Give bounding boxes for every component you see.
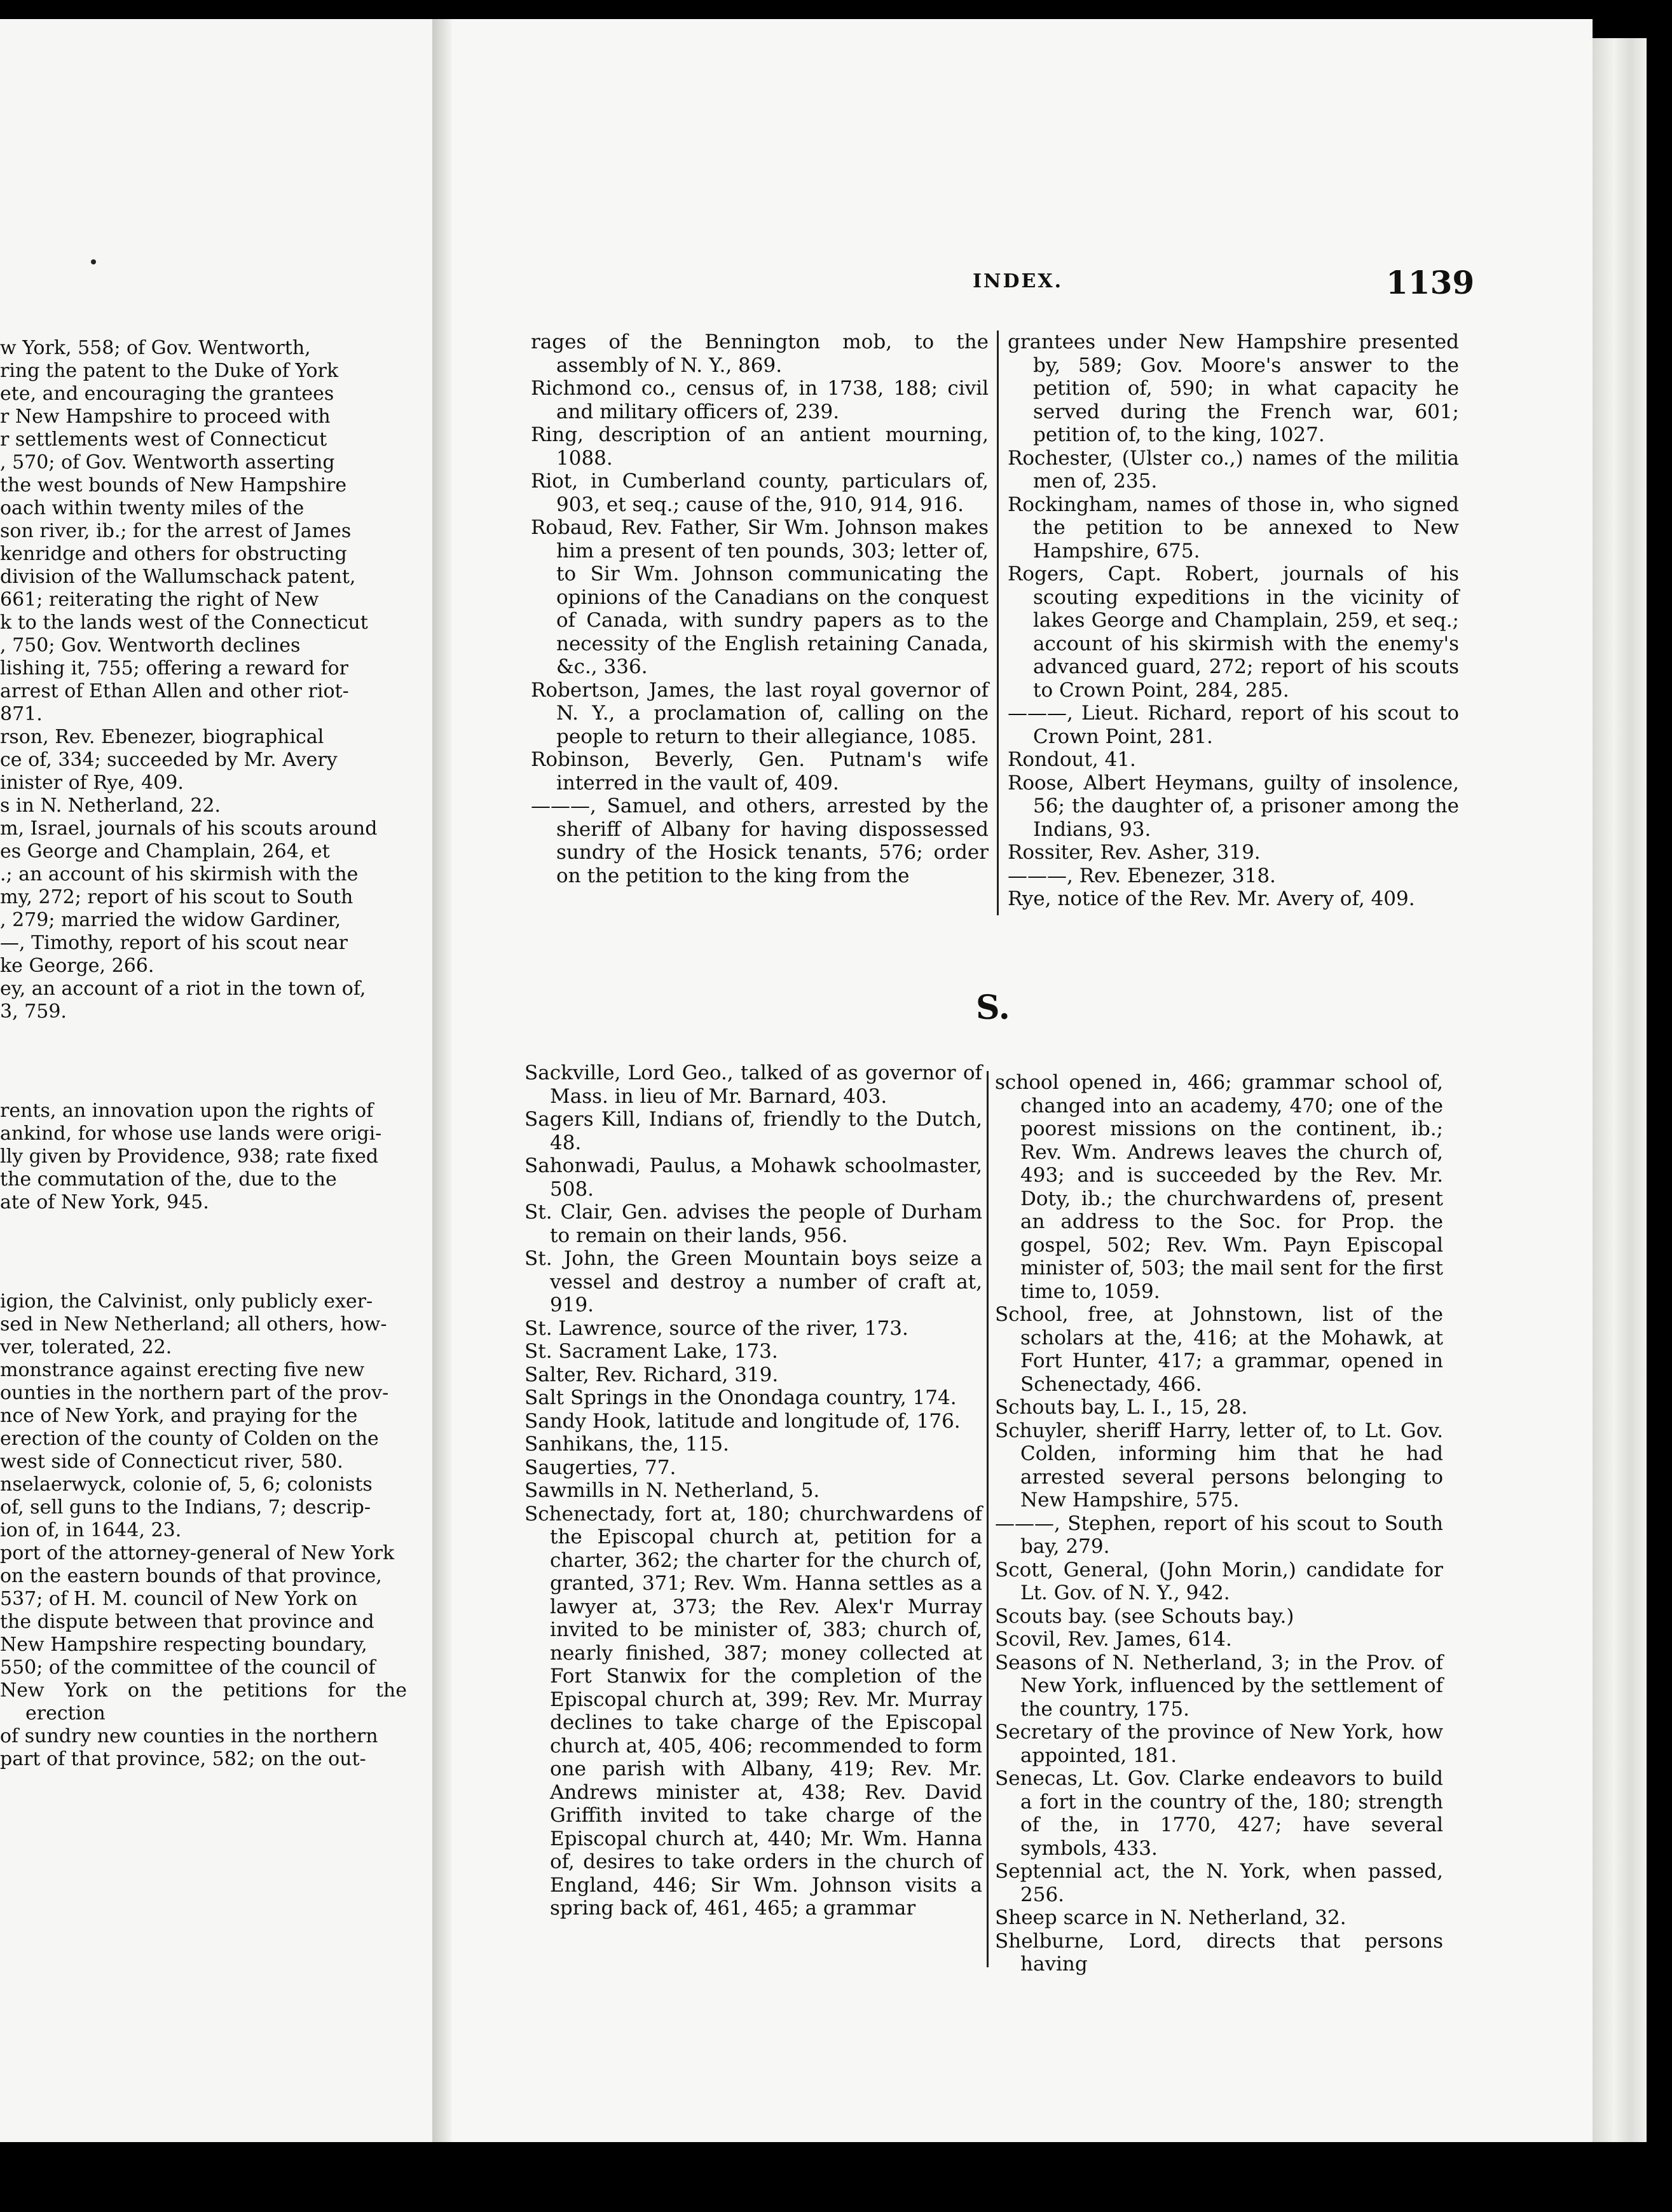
left-page-line: nselaerwyck, colonie of, 5, 6; colonists (0, 1473, 373, 1496)
index-entry: Septennial act, the N. York, when passed, 256. (995, 1860, 1443, 1906)
left-page-line: erection of the county of Colden on the (0, 1428, 379, 1450)
left-page-line: es George and Champlain, 264, et (0, 840, 330, 863)
left-page-line: 550; of the committee of the council of (0, 1656, 376, 1679)
index-entry: rages of the Bennington mob, to the assembly of N. Y., 869. (531, 331, 989, 377)
index-entry: Ring, description of an antient mourning, 1088. (531, 423, 989, 470)
left-page-line: ate of New York, 945. (0, 1191, 209, 1213)
left-page-line: k to the lands west of the Connecticut (0, 611, 368, 634)
left-page-line: ankind, for whose use lands were origi- (0, 1123, 382, 1145)
left-page-line: New Hampshire respecting boundary, (0, 1634, 367, 1656)
index-entry: Sahonwadi, Paulus, a Mohawk schoolmaster, 508. (524, 1154, 982, 1201)
column-rule (997, 331, 999, 915)
index-entry: ———, Rev. Ebenezer, 318. (1008, 864, 1276, 887)
left-page-line: lishing it, 755; offering a reward for (0, 657, 348, 679)
left-page-text-fragment (0, 337, 413, 1771)
left-page-line: of, sell guns to the Indians, 7; descrip- (0, 1496, 371, 1519)
left-page-line: ounties in the northern part of the prov- (0, 1382, 389, 1404)
index-column-top-right (1008, 331, 1459, 911)
index-entry: Salter, Rev. Richard, 319. (524, 1363, 779, 1386)
left-page-line: the commutation of the, due to the (0, 1168, 337, 1191)
left-page-line: nce of New York, and praying for the (0, 1405, 358, 1427)
left-page-line: kenridge and others for obstructing (0, 543, 347, 565)
index-entry: Richmond co., census of, in 1738, 188; civil and military officers of, 239. (531, 377, 989, 423)
index-entry: grantees under New Hampshire presented by, 589; Gov. Moore's answer to the petition of, 590; in what capacity he served during the French war, 601; petition of, to the king, 1027. (1008, 331, 1459, 446)
left-page-line: 3, 759. (0, 1000, 67, 1023)
index-entry: Sackville, Lord Geo., talked of as governor of Mass. in lieu of Mr. Barnard, 403. (524, 1062, 982, 1108)
index-entry: Sagers Kill, Indians of, friendly to the Dutch, 48. (524, 1108, 982, 1154)
left-page-line: rson, Rev. Ebenezer, biographical (0, 726, 324, 748)
index-entry: Schuyler, sheriff Harry, letter of, to Lt. Gov. Colden, informing him that he had arrested several persons belonging to New Hampshire, 575. (995, 1419, 1443, 1512)
section-letter: S. (976, 988, 1010, 1027)
index-column-bottom-left (524, 1062, 982, 1920)
index-entry: Sawmills in N. Netherland, 5. (524, 1479, 820, 1502)
left-page-line: m, Israel, journals of his scouts around (0, 817, 378, 840)
index-entry: ———, Lieut. Richard, report of his scout to Crown Point, 281. (1008, 702, 1459, 748)
left-page-line: arrest of Ethan Allen and other riot- (0, 680, 349, 702)
left-page-line: ring the patent to the Duke of York (0, 360, 339, 382)
index-entry: Schenectady, fort at, 180; churchwardens of the Episcopal church at, petition for a charter, 362; the charter for the church of, granted, 371; Rev. Wm. Hanna settles as a lawyer at, 373; the Rev. Alex'r Murray invited to be minister of, 383; church of, nearly finished, 387; money collected at Fort Stanwix for the completion of the Episcopal church at, 399; Rev. Mr. Murray declines to take charge of the Episcopal church at, 405, 406; recommended to form one parish with Albany, 419; Rev. Mr. Andrews minister at, 438; Rev. David Griffith invited to take charge of the Episcopal church at, 440; Mr. Wm. Hanna of, desires to take orders in the church of England, 446; Sir Wm. Johnson visits a spring back of, 461, 465; a grammar (524, 1502, 982, 1920)
index-entry: Senecas, Lt. Gov. Clarke endeavors to build a fort in the country of the, 180; strength of the, in 1770, 427; have several symbols, 433. (995, 1767, 1443, 1860)
index-entry: Seasons of N. Netherland, 3; in the Prov. of New York, influenced by the settlement of the country, 175. (995, 1651, 1443, 1721)
index-entry: Sanhikans, the, 115. (524, 1433, 729, 1456)
index-column-top-left (531, 331, 989, 887)
index-entry: school opened in, 466; grammar school of, changed into an academy, 470; one of the poorest missions on the continent, ib.; Rev. Wm. Andrews leaves the church of, 493; and is succeeded by the Rev. Mr. Doty, ib.; the churchwardens of, present an address to the Soc. for Prop. the gospel, 502; Rev. Wm. Payn Episcopal minister of, 503; the mail sent for the first time to, 1059. (995, 1071, 1443, 1303)
left-page-line: , 750; Gov. Wentworth declines (0, 634, 301, 657)
index-entry: Scott, General, (John Morin,) candidate for Lt. Gov. of N. Y., 942. (995, 1558, 1443, 1604)
index-entry: Rondout, 41. (1008, 748, 1136, 771)
left-page-line (0, 1023, 407, 1100)
left-page-line: s in N. Netherland, 22. (0, 795, 221, 817)
left-page-line: ey, an account of a riot in the town of, (0, 978, 366, 1000)
left-page-line: oach within twenty miles of the (0, 497, 305, 519)
index-entry: Robinson, Beverly, Gen. Putnam's wife interred in the vault of, 409. (531, 748, 989, 795)
left-page-line: monstrance against erecting five new (0, 1359, 365, 1381)
index-entry: Scouts bay. (see Schouts bay.) (995, 1604, 1294, 1628)
index-entry: Rogers, Capt. Robert, journals of his scouting expeditions in the vicinity of lakes George and Champlain, 259, et seq.; account of his skirmish with the enemy's advanced guard, 272; report of his scouts to Crown Point, 284, 285. (1008, 563, 1459, 702)
left-page-line: 661; reiterating the right of New (0, 589, 319, 611)
left-page-line: the dispute between that province and (0, 1611, 374, 1633)
left-page-line: 537; of H. M. council of New York on (0, 1588, 358, 1610)
left-page-line: ke George, 266. (0, 955, 154, 977)
left-page-line: —, Timothy, report of his scout near (0, 932, 348, 954)
index-column-bottom-right (995, 1071, 1443, 1976)
index-entry: ———, Samuel, and others, arrested by the sheriff of Albany for having dispossessed sundry of the Hosick tenants, 576; order on the petition to the king from the (531, 795, 989, 887)
index-entry: School, free, at Johnstown, list of the scholars at the, 416; at the Mohawk, at Fort Hunter, 417; a grammar, opened in Schenectady, 466. (995, 1303, 1443, 1396)
index-entry: Schouts bay, L. I., 15, 28. (995, 1396, 1248, 1419)
left-page-line: inister of Rye, 409. (0, 772, 184, 794)
left-page-line: ete, and encouraging the grantees (0, 383, 334, 405)
left-page-line: w York, 558; of Gov. Wentworth, (0, 337, 311, 359)
index-entry: Rockingham, names of those in, who signed the petition to be annexed to New Hampshire, 675. (1008, 493, 1459, 563)
left-page-line: son river, ib.; for the arrest of James (0, 520, 352, 542)
left-page-line: r New Hampshire to proceed with (0, 406, 331, 428)
left-page-line: lly given by Providence, 938; rate fixed (0, 1145, 379, 1168)
left-page-line: on the eastern bounds of that province, (0, 1565, 382, 1587)
index-entry: Riot, in Cumberland county, particulars of, 903, et seq.; cause of the, 910, 914, 916. (531, 470, 989, 516)
left-page-line: of sundry new counties in the northern (0, 1725, 378, 1747)
left-page-line: , 279; married the widow Gardiner, (0, 909, 341, 931)
index-entry: St. Clair, Gen. advises the people of Durham to remain on their lands, 956. (524, 1201, 982, 1247)
index-entry: St. Lawrence, source of the river, 173. (524, 1316, 908, 1340)
index-entry: Rye, notice of the Rev. Mr. Avery of, 409. (1008, 887, 1415, 910)
index-entry: St. John, the Green Mountain boys seize a vessel and destroy a number of craft at, 919. (524, 1247, 982, 1316)
left-page-line: New York on the petitions for the erection (0, 1679, 413, 1724)
index-entry: Saugerties, 77. (524, 1456, 676, 1479)
index-entry: Roose, Albert Heymans, guilty of insolence, 56; the daughter of, a prisoner among the Indians, 93. (1008, 771, 1459, 841)
left-page-line: igion, the Calvinist, only publicly exer- (0, 1290, 373, 1313)
left-page-line (0, 1214, 407, 1290)
left-page-line: ion of, in 1644, 23. (0, 1519, 182, 1541)
index-entry: St. Sacrament Lake, 173. (524, 1340, 778, 1363)
left-page-line: west side of Connecticut river, 580. (0, 1451, 343, 1473)
index-entry: Shelburne, Lord, directs that persons having (995, 1929, 1443, 1976)
left-page-line: rents, an innovation upon the rights of (0, 1100, 374, 1122)
running-head: INDEX. (973, 270, 1064, 292)
index-entry: Sheep scarce in N. Netherland, 32. (995, 1906, 1347, 1929)
index-entry: Sandy Hook, latitude and longitude of, 176. (524, 1409, 961, 1433)
left-page-line: division of the Wallumschack patent, (0, 566, 356, 588)
left-page-line: ce of, 334; succeeded by Mr. Avery (0, 749, 338, 771)
left-page-line: , 570; of Gov. Wentworth asserting (0, 451, 335, 474)
index-entry: Secretary of the province of New York, how appointed, 181. (995, 1721, 1443, 1767)
left-page-line: the west bounds of New Hampshire (0, 474, 347, 496)
index-entry: Robaud, Rev. Father, Sir Wm. Johnson makes him a present of ten pounds, 303; letter of, to Sir Wm. Johnson communicating the opinions of the Canadians on the conquest of Canada, with sundry papers as to the necessity of the English retaining Canada, &c., 336. (531, 516, 989, 678)
index-entry: Rossiter, Rev. Asher, 319. (1008, 841, 1261, 864)
ink-dot (91, 259, 96, 264)
index-entry: ———, Stephen, report of his scout to South bay, 279. (995, 1512, 1443, 1558)
left-page-line: 871. (0, 703, 43, 725)
page-number: 1139 (1386, 264, 1475, 301)
left-page-line: ver, tolerated, 22. (0, 1336, 172, 1358)
left-page-line: my, 272; report of his scout to South (0, 886, 353, 908)
left-page-line: part of that province, 582; on the out- (0, 1748, 366, 1770)
column-rule (987, 1071, 989, 1967)
index-entry: Rochester, (Ulster co.,) names of the militia men of, 235. (1008, 446, 1459, 493)
index-entry: Robertson, James, the last royal governor of N. Y., a proclamation of, calling on the people to return to their allegiance, 1085. (531, 678, 989, 748)
left-page-line: r settlements west of Connecticut (0, 428, 327, 451)
left-page-line: port of the attorney-general of New York (0, 1542, 395, 1564)
left-page (0, 19, 432, 2142)
index-entry: Scovil, Rev. James, 614. (995, 1628, 1232, 1651)
left-page-line: .; an account of his skirmish with the (0, 863, 359, 885)
index-entry: Salt Springs in the Onondaga country, 174. (524, 1386, 957, 1409)
page-edges (1593, 38, 1647, 2142)
left-page-line: sed in New Netherland; all others, how- (0, 1313, 387, 1335)
